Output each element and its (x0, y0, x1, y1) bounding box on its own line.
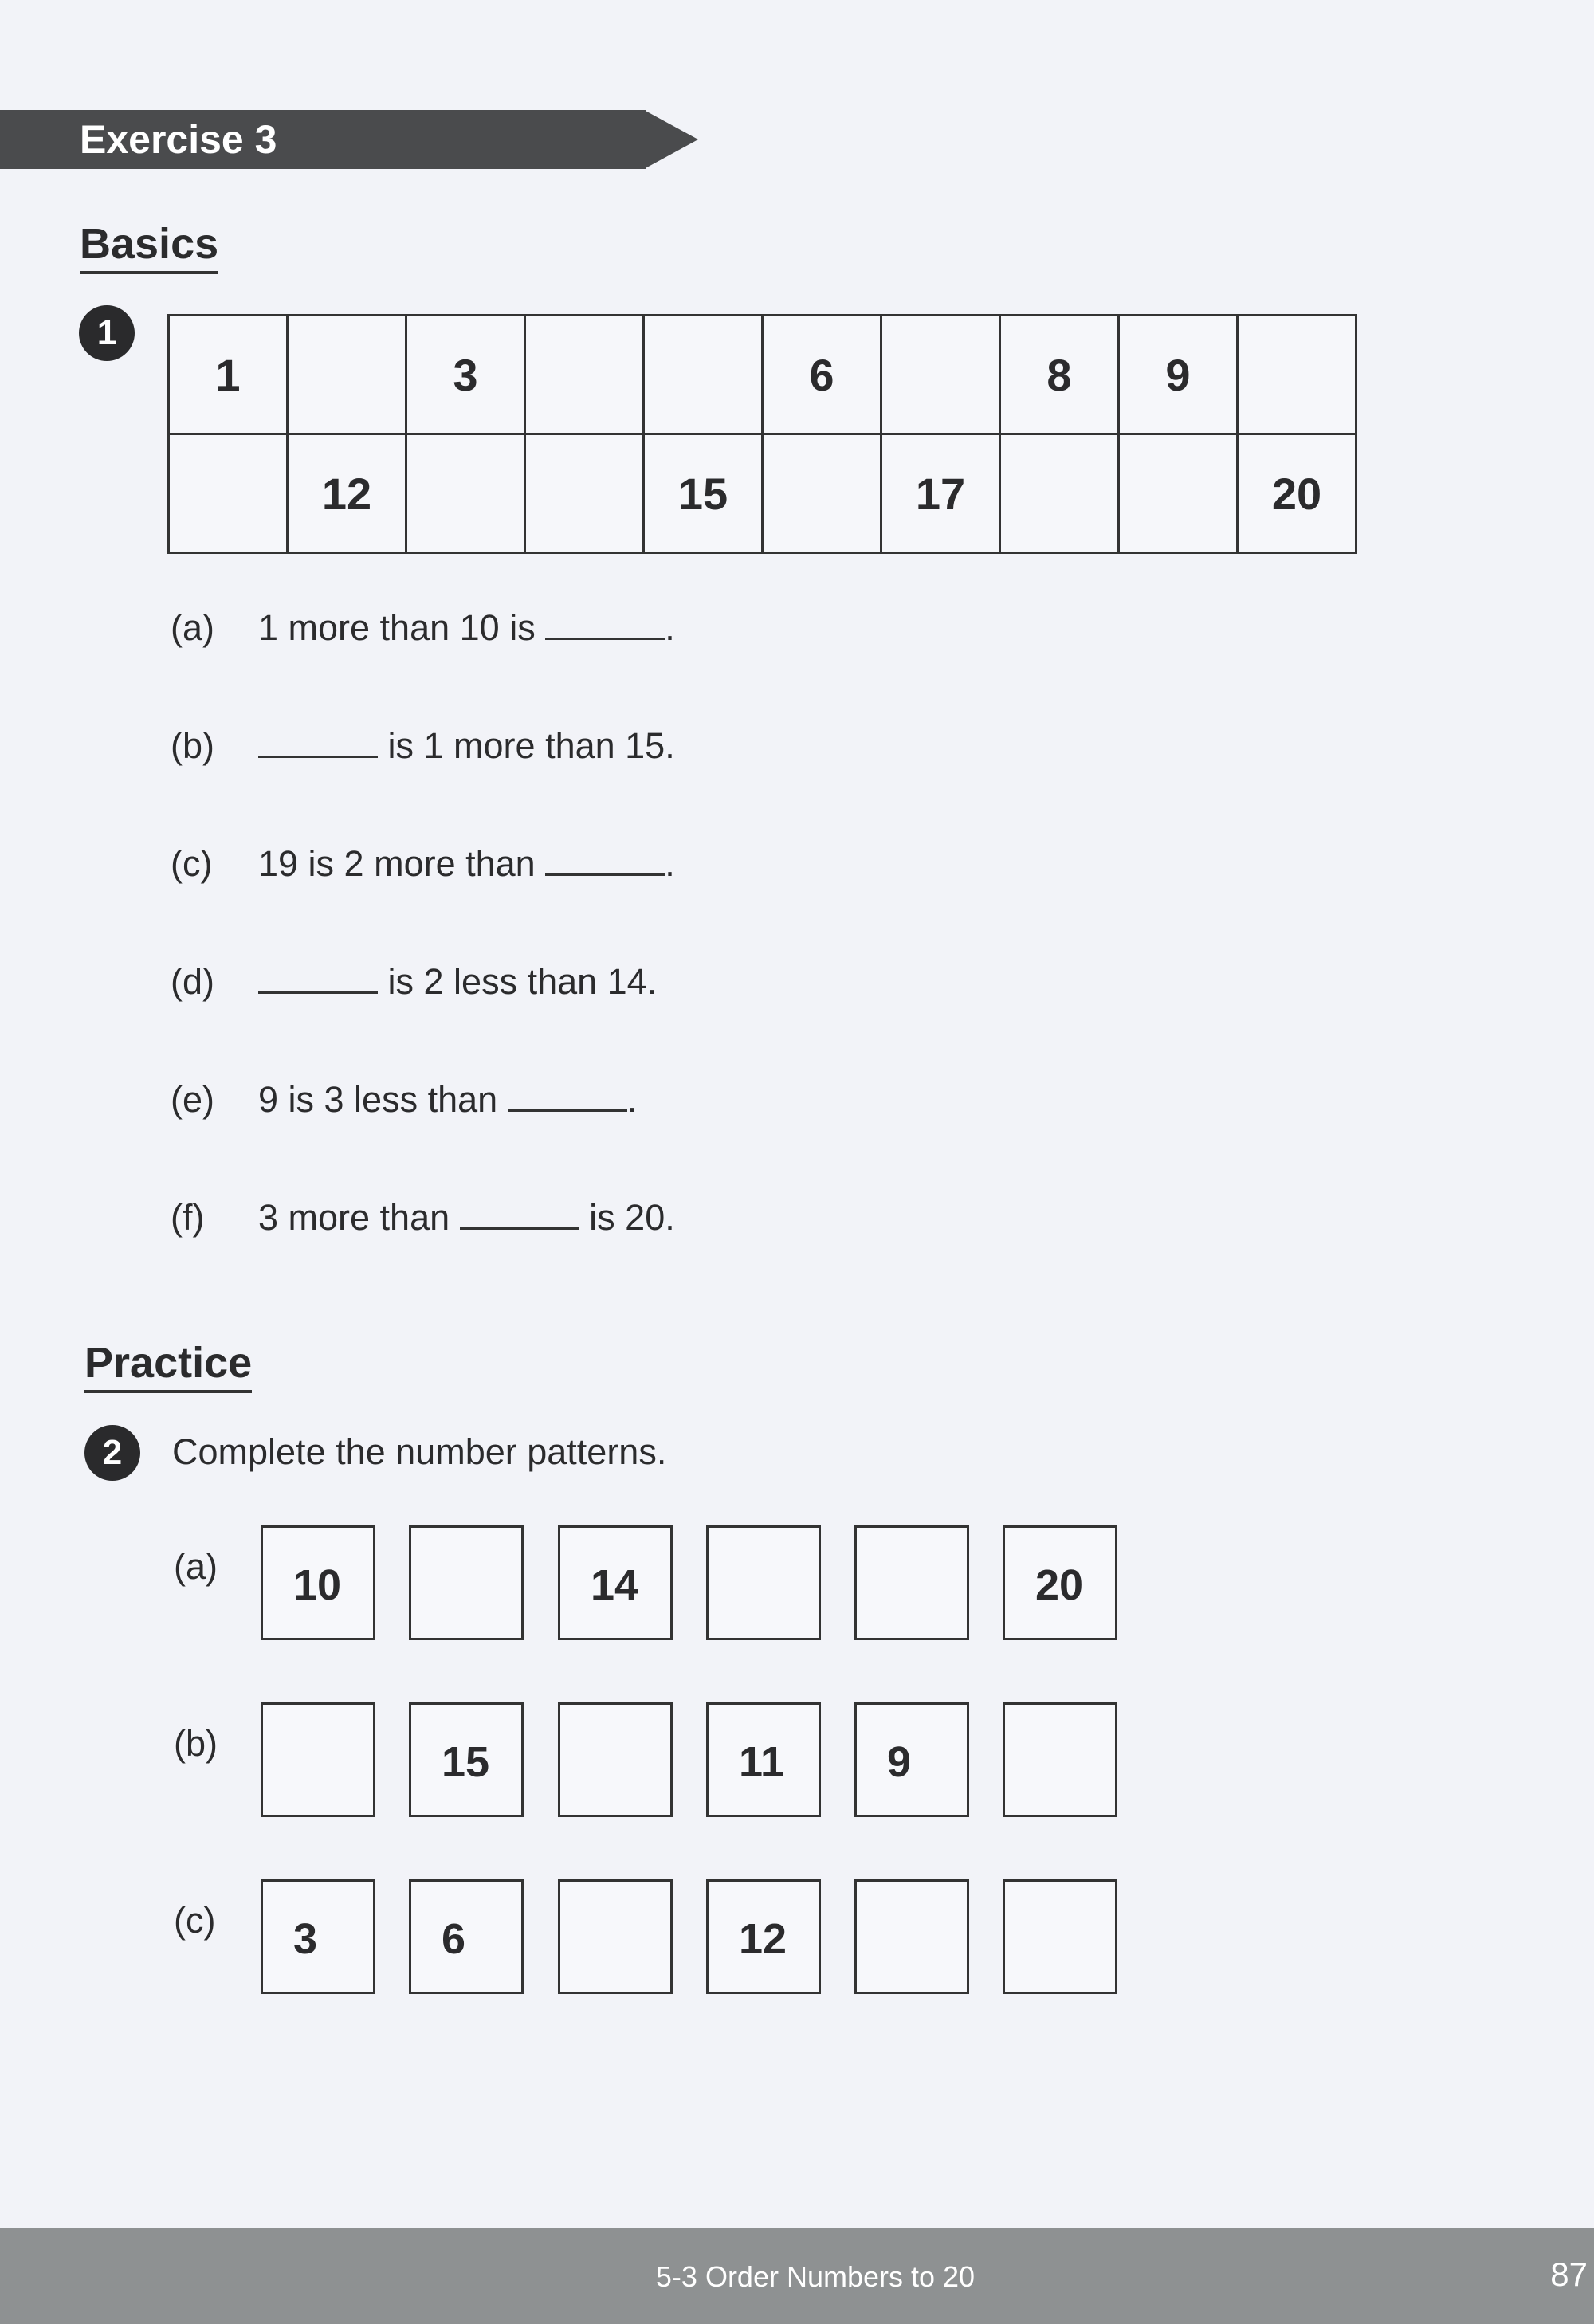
grid-cell: 1 (169, 316, 288, 434)
question-number-2: 2 (84, 1425, 140, 1481)
pattern-label: (c) (174, 1900, 216, 1941)
pattern-box: 6 (409, 1879, 524, 1994)
basics-heading: Basics (80, 220, 218, 274)
grid-cell: 17 (881, 434, 1000, 553)
answer-blank[interactable] (545, 842, 665, 876)
grid-cell-blank[interactable] (1000, 434, 1119, 553)
grid-cell-blank[interactable] (881, 316, 1000, 434)
grid-cell-blank[interactable] (1119, 434, 1238, 553)
pattern-box: 3 (261, 1879, 375, 1994)
grid-row (169, 316, 1356, 434)
question-label: (d) (171, 961, 214, 1002)
question-text-after: is 2 less than 14. (387, 961, 658, 1002)
grid-cell-blank[interactable] (525, 434, 644, 553)
question-text-before: 19 is 2 more than (258, 843, 536, 884)
question-item (171, 1078, 637, 1121)
answer-blank[interactable] (460, 1195, 579, 1230)
grid-cell-blank[interactable] (1238, 316, 1356, 434)
pattern-box-blank[interactable] (558, 1879, 673, 1994)
grid-cell-blank[interactable] (763, 434, 881, 553)
pattern-box-blank[interactable] (409, 1525, 524, 1640)
question-number-1: 1 (79, 305, 135, 361)
question-text-after: . (665, 843, 675, 884)
answer-blank[interactable] (258, 960, 378, 994)
pattern-label: (a) (174, 1546, 218, 1587)
question-item (171, 606, 675, 649)
pattern-box-blank[interactable] (854, 1879, 969, 1994)
question-text-after: is 20. (589, 1197, 675, 1238)
number-grid (167, 314, 1357, 554)
grid-cell: 9 (1119, 316, 1238, 434)
pattern-box: 10 (261, 1525, 375, 1640)
question-label: (f) (171, 1197, 205, 1238)
exercise-title: Exercise 3 (80, 117, 277, 162)
question-text-before: 3 more than (258, 1197, 450, 1238)
practice-instruction: Complete the number patterns. (172, 1431, 667, 1472)
question-item (171, 960, 657, 1003)
grid-row (169, 434, 1356, 553)
question-text-before: 9 is 3 less than (258, 1079, 498, 1120)
answer-blank[interactable] (508, 1078, 627, 1112)
pattern-box: 20 (1003, 1525, 1117, 1640)
pattern-box: 11 (706, 1702, 821, 1817)
practice-heading: Practice (84, 1339, 252, 1393)
pattern-box-blank[interactable] (558, 1702, 673, 1817)
pattern-box: 12 (706, 1879, 821, 1994)
grid-cell-blank[interactable] (169, 434, 288, 553)
grid-cell: 8 (1000, 316, 1119, 434)
question-label: (a) (171, 607, 214, 648)
grid-cell-blank[interactable] (525, 316, 644, 434)
pattern-box-blank[interactable] (1003, 1879, 1117, 1994)
pattern-box-blank[interactable] (1003, 1702, 1117, 1817)
grid-cell: 12 (288, 434, 406, 553)
question-text-after: is 1 more than 15. (387, 725, 675, 766)
pattern-box: 15 (409, 1702, 524, 1817)
page-number: 87 (1550, 2255, 1588, 2293)
pattern-box-blank[interactable] (854, 1525, 969, 1640)
grid-cell: 15 (644, 434, 763, 553)
question-text-after: . (665, 607, 675, 648)
question-label: (e) (171, 1079, 214, 1120)
answer-blank[interactable] (258, 724, 378, 758)
answer-blank[interactable] (545, 606, 665, 640)
question-item (171, 1195, 675, 1239)
pattern-box-blank[interactable] (706, 1525, 821, 1640)
pattern-box: 14 (558, 1525, 673, 1640)
grid-cell-blank[interactable] (644, 316, 763, 434)
banner-arrow (644, 110, 698, 169)
footer-section-title: 5-3 Order Numbers to 20 (655, 2260, 976, 2293)
question-label: (c) (171, 843, 213, 884)
grid-cell-blank[interactable] (288, 316, 406, 434)
question-text-before: 1 more than 10 is (258, 607, 536, 648)
question-item (171, 842, 675, 885)
pattern-label: (b) (174, 1723, 218, 1764)
grid-cell: 3 (406, 316, 525, 434)
question-item (171, 724, 675, 767)
question-label: (b) (171, 725, 214, 766)
question-text-after: . (626, 1079, 638, 1120)
grid-cell-blank[interactable] (406, 434, 525, 553)
pattern-box-blank[interactable] (261, 1702, 375, 1817)
pattern-box: 9 (854, 1702, 969, 1817)
grid-cell: 20 (1238, 434, 1356, 553)
grid-cell: 6 (763, 316, 881, 434)
